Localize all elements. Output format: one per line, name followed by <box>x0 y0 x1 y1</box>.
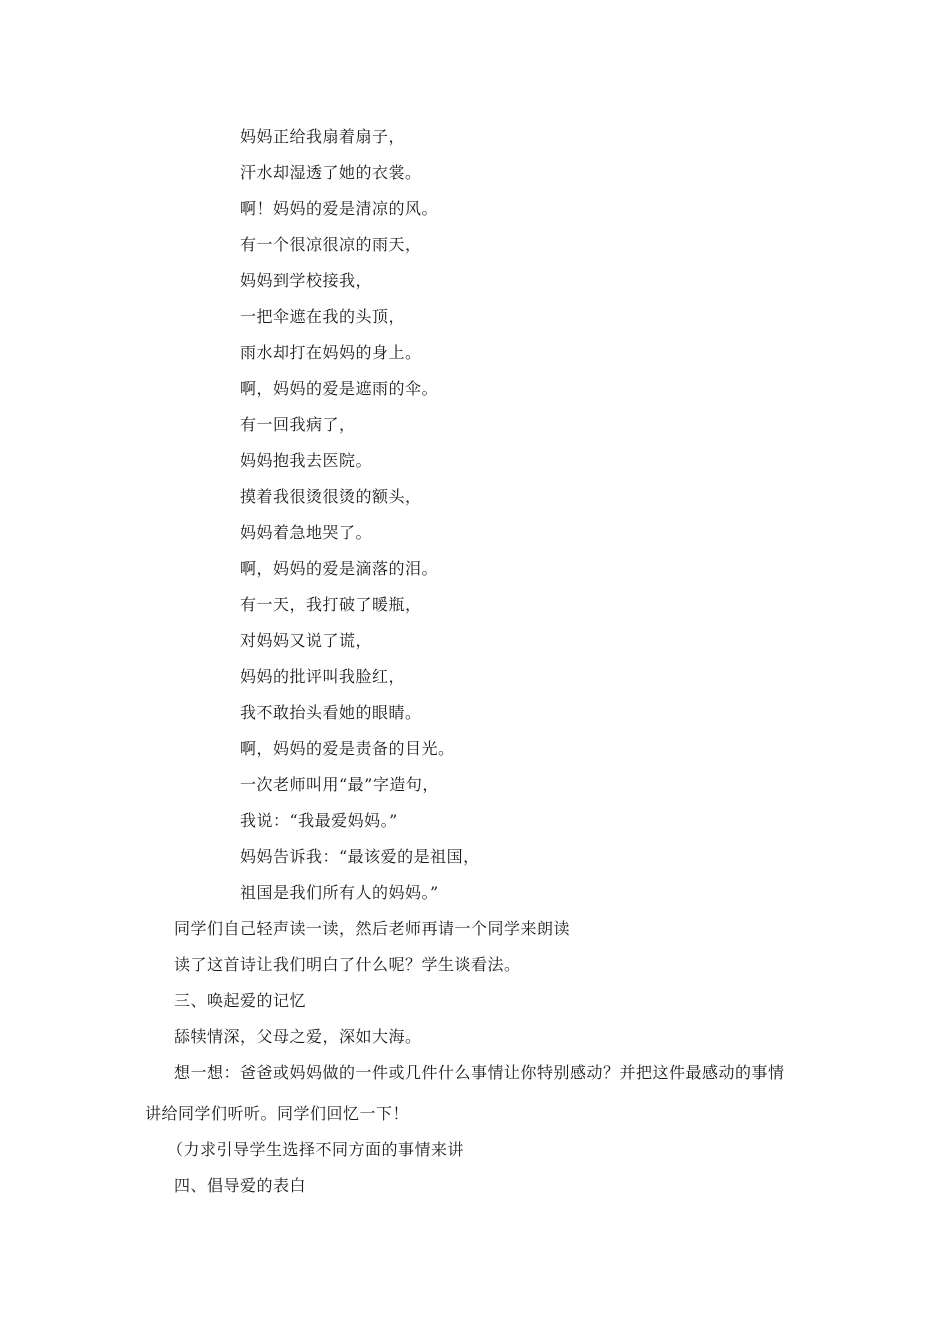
think-prompt-line-1: 想一想：爸爸或妈妈做的一件或几件什么事情让你特别感动？并把这件最感动的事情 <box>174 1063 785 1082</box>
poem-line: 汗水却湿透了她的衣裳。 <box>240 163 422 182</box>
poem-line: 妈妈抱我去医院。 <box>240 451 373 470</box>
discussion-question: 读了这首诗让我们明白了什么呢？学生谈看法。 <box>174 955 521 974</box>
poem-line: 啊，妈妈的爱是责备的目光。 <box>240 739 455 758</box>
poem-line: 妈妈的批评叫我脸红， <box>240 667 406 686</box>
poem-line: 有一回我病了， <box>240 415 356 434</box>
poem-line: 有一天，我打破了暖瓶， <box>240 595 422 614</box>
section-heading-3: 三、唤起爱的记忆 <box>174 991 307 1010</box>
poem-line: 我说：“我最爱妈妈。” <box>240 811 398 830</box>
section-heading-4: 四、倡导爱的表白 <box>174 1176 307 1195</box>
read-aloud-instruction: 同学们自己轻声读一读，然后老师再请一个同学来朗读 <box>174 919 571 938</box>
poem-line: 妈妈到学校接我， <box>240 271 373 290</box>
poem-line: 一次老师叫用“最”字造句， <box>240 775 439 794</box>
poem-line: 对妈妈又说了谎， <box>240 631 373 650</box>
poem-line: 啊，妈妈的爱是遮雨的伞。 <box>240 379 439 398</box>
proverb-line: 舔犊情深，父母之爱，深如大海。 <box>174 1027 422 1046</box>
teaching-note: （力求引导学生选择不同方面的事情来讲 <box>167 1140 465 1159</box>
think-prompt-line-2: 讲给同学们听听。同学们回忆一下！ <box>145 1104 410 1123</box>
poem-line: 有一个很凉很凉的雨天， <box>240 235 422 254</box>
poem-line: 我不敢抬头看她的眼睛。 <box>240 703 422 722</box>
poem-line: 祖国是我们所有人的妈妈。” <box>240 883 439 902</box>
poem-line: 摸着我很烫很烫的额头， <box>240 487 422 506</box>
poem-line: 雨水却打在妈妈的身上。 <box>240 343 422 362</box>
poem-line: 妈妈告诉我：“最该爱的是祖国， <box>240 847 480 866</box>
poem-line: 啊，妈妈的爱是滴落的泪。 <box>240 559 439 578</box>
poem-line: 啊！妈妈的爱是清凉的风。 <box>240 199 439 218</box>
poem-line: 一把伞遮在我的头顶， <box>240 307 406 326</box>
poem-line: 妈妈着急地哭了。 <box>240 523 373 542</box>
poem-line: 妈妈正给我扇着扇子， <box>240 127 406 146</box>
